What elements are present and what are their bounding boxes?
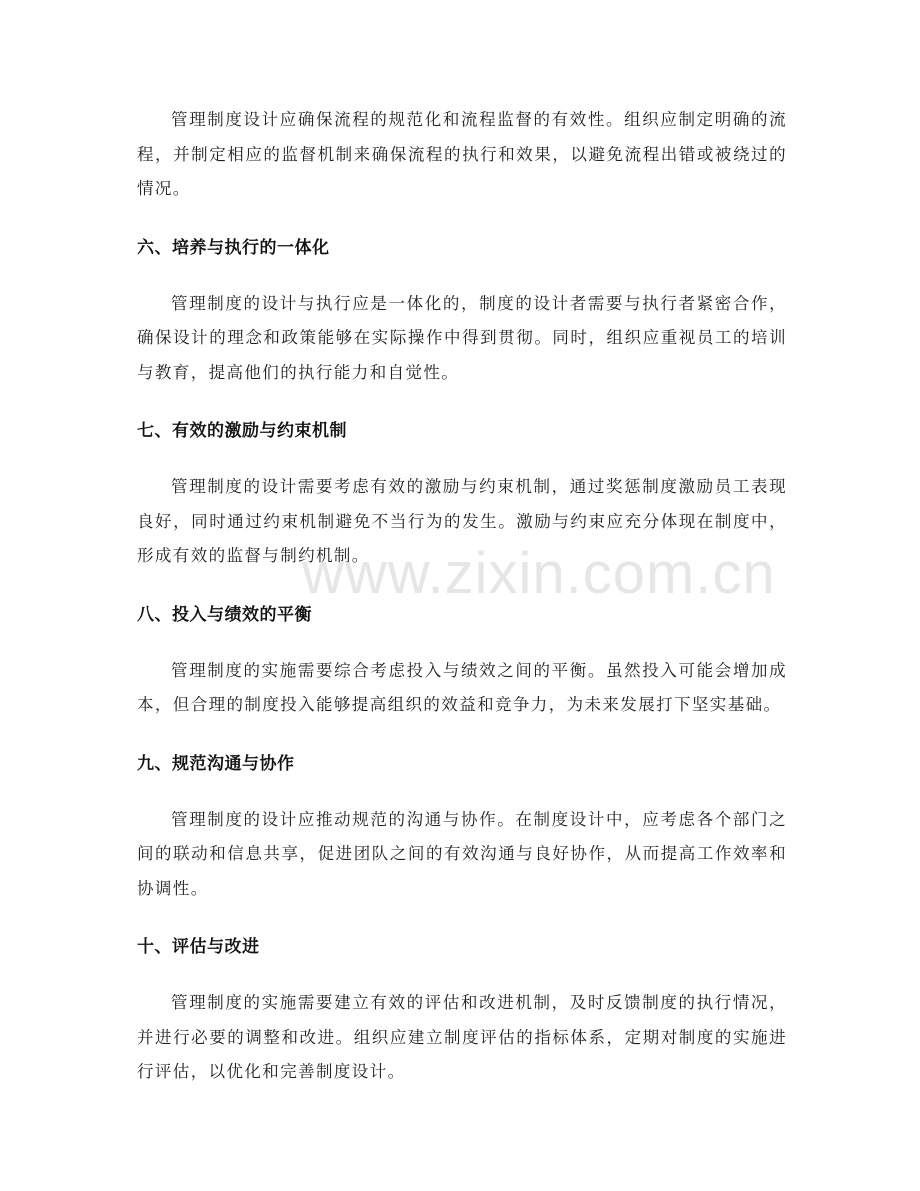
document-body bbox=[137, 103, 787, 1090]
watermark-text: www.zixin.com.cn bbox=[302, 541, 776, 606]
section-body-8: 管理制度的实施需要综合考虑投入与绩效之间的平衡。虽然投入可能会增加成本，但合理的制度投入能够提高组织的效益和竞争力，为未来发展打下坚实基础。 bbox=[137, 660, 787, 714]
section-heading-9: 九、规范沟通与协作 bbox=[137, 753, 295, 774]
section-heading-10: 十、评估与改进 bbox=[137, 937, 260, 957]
section-body-6: 管理制度的设计与执行应是一体化的，制度的设计者需要与执行者紧密合作，确保设计的理念和政策能够在实际操作中得到贯彻。同时，组织应重视员工的培训与教育，提高他们的执行能力和自觉性。 bbox=[137, 293, 787, 382]
section-heading-6: 六、培养与执行的一体化 bbox=[137, 237, 330, 258]
section-body-10: 管理制度的实施需要建立有效的评估和改进机制，及时反馈制度的执行情况，并进行必要的调整和改进。组织应建立制度评估的指标体系，定期对制度的实施进行评估，以优化和完善制度设计。 bbox=[137, 993, 787, 1081]
intro-paragraph: 管理制度设计应确保流程的规范化和流程监督的有效性。组织应制定明确的流程，并制定相应的监督机制来确保流程的执行和效果，以避免流程出错或被绕过的情况。 bbox=[137, 110, 787, 198]
section-body-7: 管理制度的设计需要考虑有效的激励与约束机制，通过奖惩制度激励员工表现良好，同时通过约束机制避免不当行为的发生。激励与约束应充分体现在制度中，形成有效的监督与制约机制。 bbox=[137, 477, 787, 565]
section-heading-8: 八、投入与绩效的平衡 bbox=[137, 604, 312, 625]
section-heading-7: 七、有效的激励与约束机制 bbox=[137, 421, 347, 441]
section-body-9: 管理制度的设计应推动规范的沟通与协作。在制度设计中，应考虑各个部门之间的联动和信息共享，促进团队之间的有效沟通与良好协作，从而提高工作效率和协调性。 bbox=[137, 809, 787, 898]
